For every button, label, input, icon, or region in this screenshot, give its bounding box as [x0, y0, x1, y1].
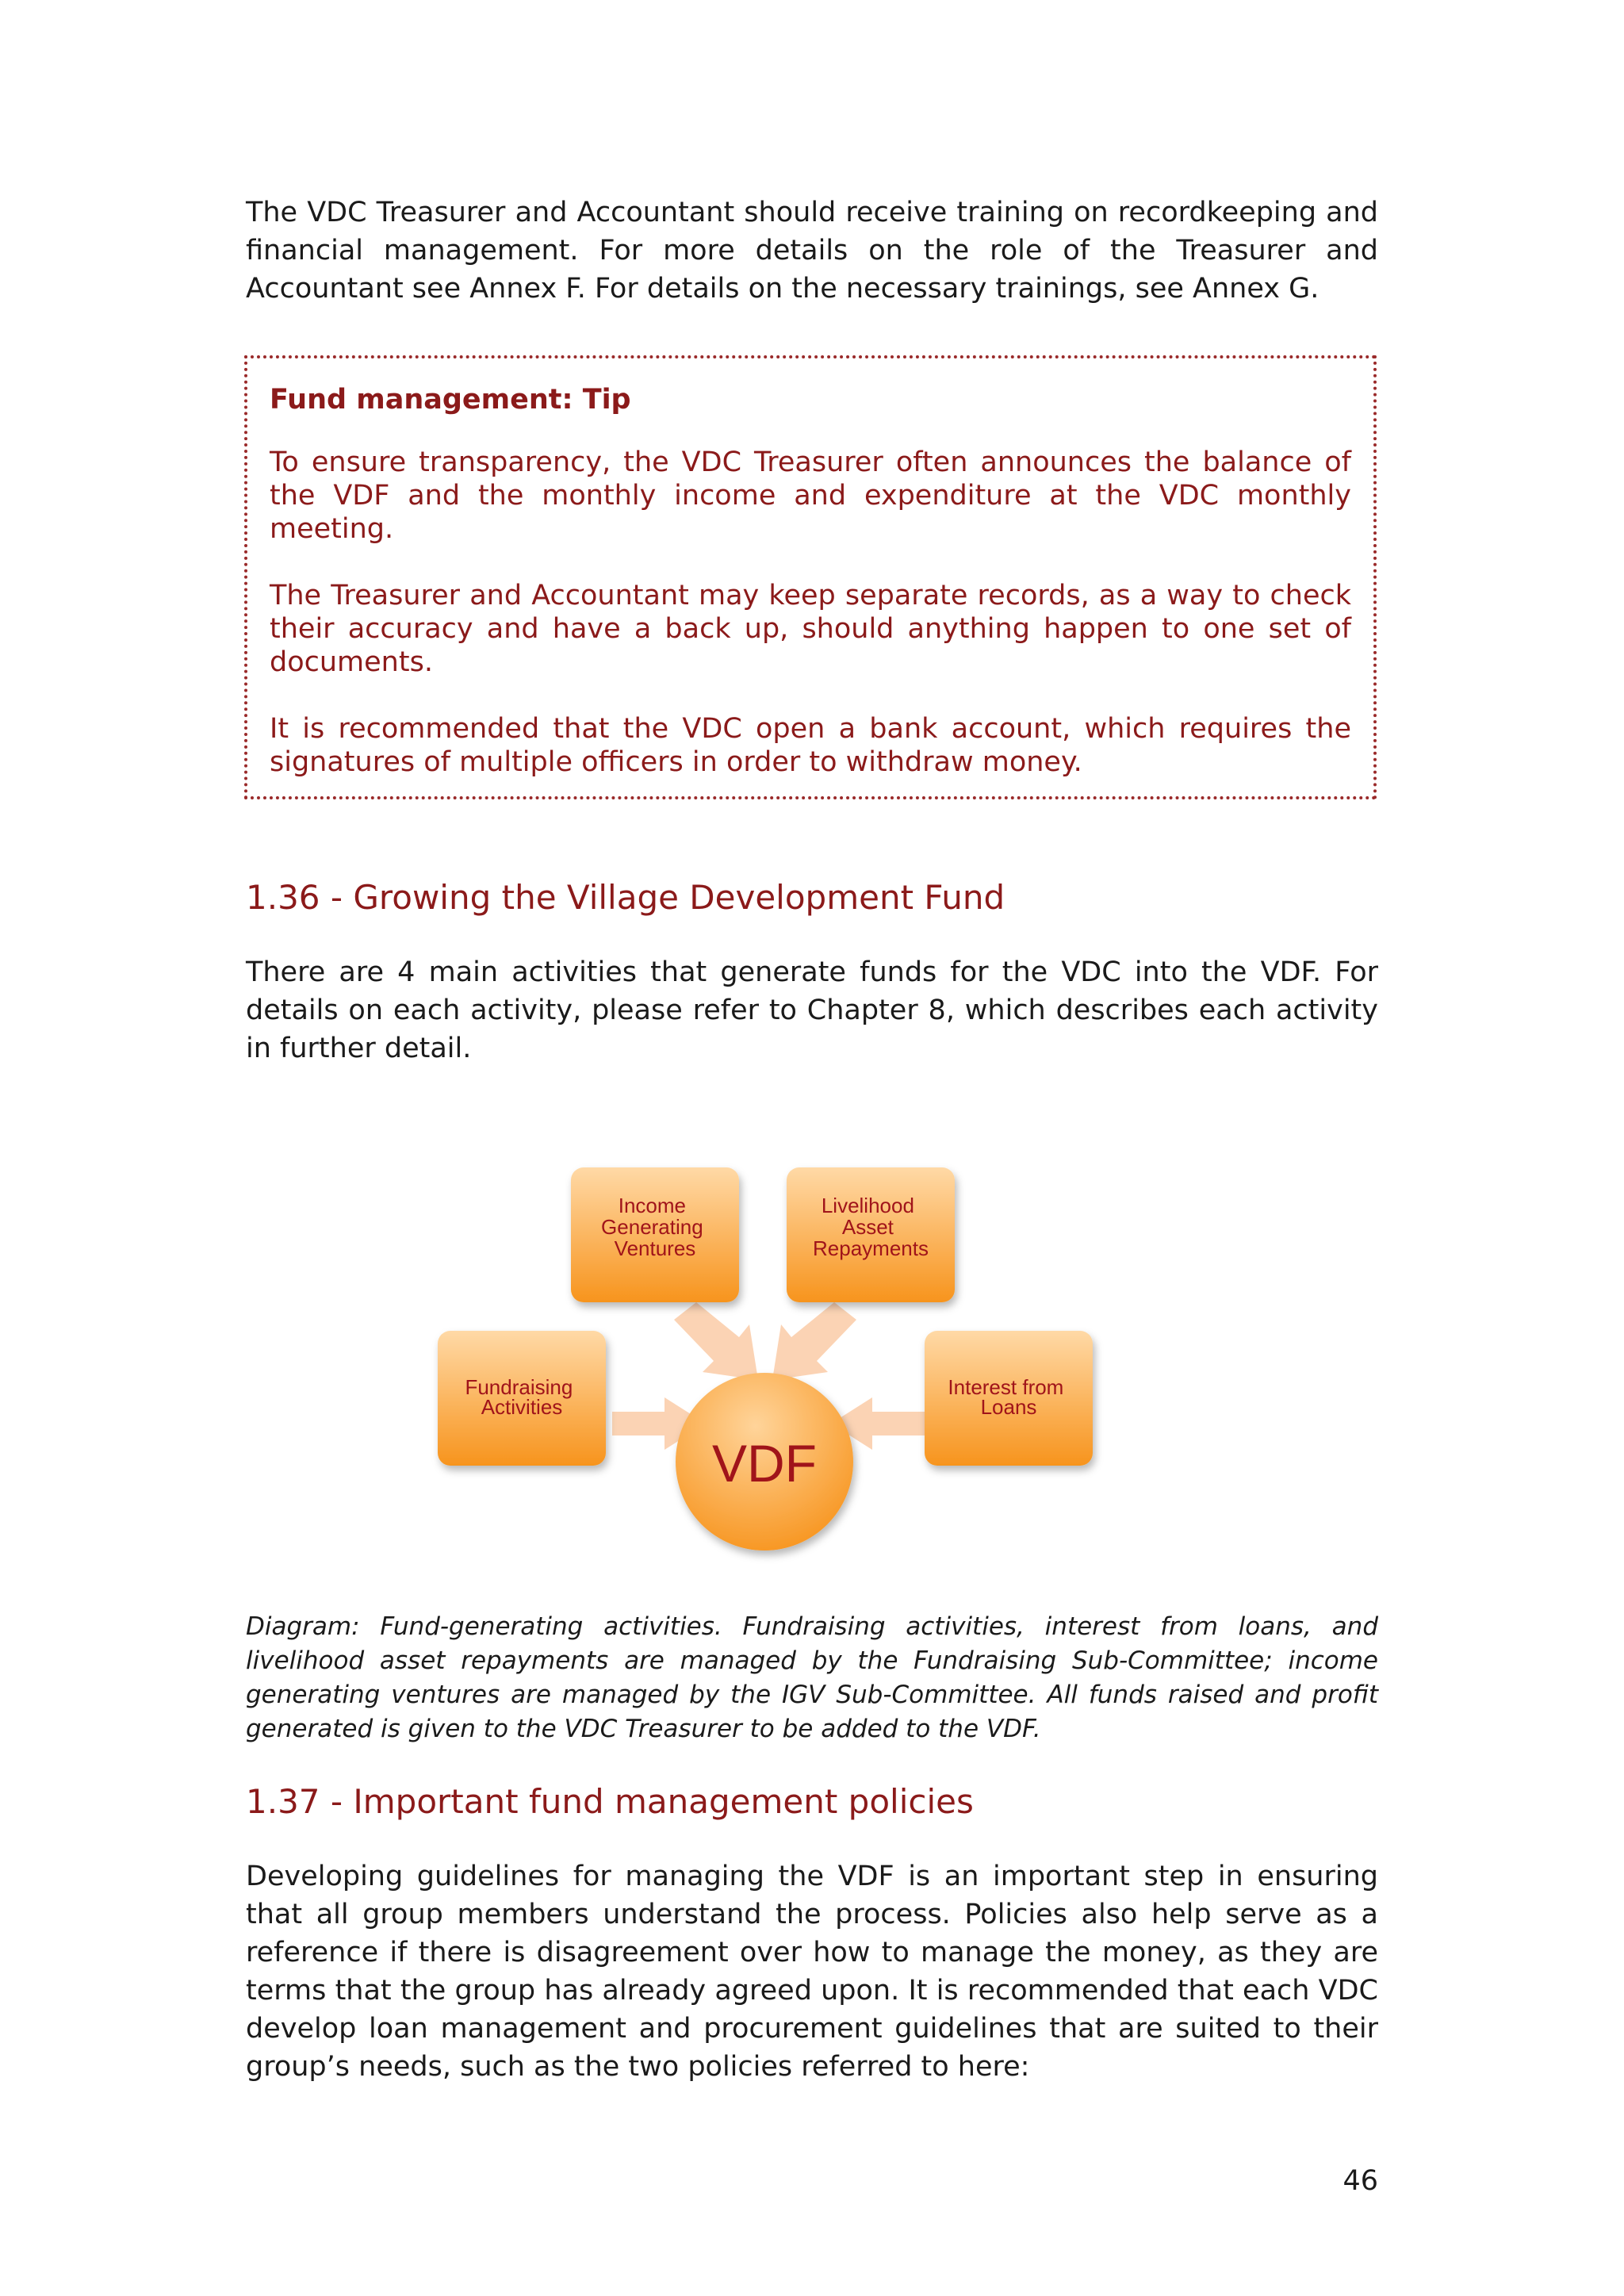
arrow-income-to-vdf [674, 1302, 758, 1380]
section-1-37-paragraph: Developing guidelines for managing the VDF is an important step in ensuring that all group members understand the process. Policies also help serve as a reference if there is disagreement over how to manage the money, as they are terms that the group has already agreed upon. It is recommended that each VDC develop loan management and procurement guidelines that are suited to their group’s needs, such as the two policies referred to here: [246, 1861, 1378, 2083]
intro-paragraph: The VDC Treasurer and Accountant should receive training on recordkeeping and financial management. For more details on the role of the Treasurer and Accountant see Annex F. For details on the necessary trainings, see Annex G. [246, 197, 1378, 305]
vdf-label: VDF [712, 1434, 817, 1493]
box-interest-line: Interest from [948, 1375, 1064, 1399]
box-fundraising-line: Fundraising [465, 1375, 573, 1399]
box-fundraising-line: Activities [481, 1395, 563, 1419]
section-1-36-paragraph: There are 4 main activities that generate funds for the VDC into the VDF. For details on each activity, please refer to Chapter 8, which describes each activity in further detail. [246, 956, 1378, 1064]
page-number: 46 [1342, 2165, 1378, 2197]
tip-box [244, 355, 1377, 799]
section-heading-1-37: 1.37 - Important fund management policies [246, 1782, 974, 1821]
diagram-caption: Diagram: Fund-generating activities. Fundraising activities, interest from loans, and livelihood asset repayments are managed by the Fundraising Sub-Committee; income generating ventures are managed by the IGV Sub-Committee. All funds raised and profit generated is given to the VDC Treasurer to be added to the VDF. [246, 1612, 1378, 1743]
box-income-line: Income [618, 1194, 687, 1217]
box-livelihood-line: Repayments [813, 1236, 929, 1260]
box-livelihood-line: Asset [841, 1215, 894, 1239]
tip-paragraph: It is recommended that the VDC open a bank account, which requires the signatures of multiple officers in order to withdraw money. [270, 713, 1351, 778]
tip-title: Fund management: Tip [270, 384, 631, 416]
box-livelihood-line: Livelihood [821, 1194, 914, 1217]
box-interest-line: Loans [980, 1395, 1037, 1419]
section-heading-1-36: 1.36 - Growing the Village Development Fund [246, 878, 1005, 917]
box-income-line: Ventures [614, 1236, 696, 1260]
tip-paragraph: The Treasurer and Accountant may keep separate records, as a way to check their accuracy and have a back up, should anything happen to one set of documents. [270, 580, 1351, 678]
svg-text:Fundraising Activities [465, 1375, 578, 1419]
tip-paragraph: To ensure transparency, the VDC Treasurer often announces the balance of the VDF and the monthly income and expenditure at the VDC monthly meeting. [270, 447, 1351, 545]
box-income-line: Generating [601, 1215, 703, 1239]
fund-diagram [246, 1094, 1378, 1586]
arrow-livelihood-to-vdf [772, 1302, 856, 1380]
